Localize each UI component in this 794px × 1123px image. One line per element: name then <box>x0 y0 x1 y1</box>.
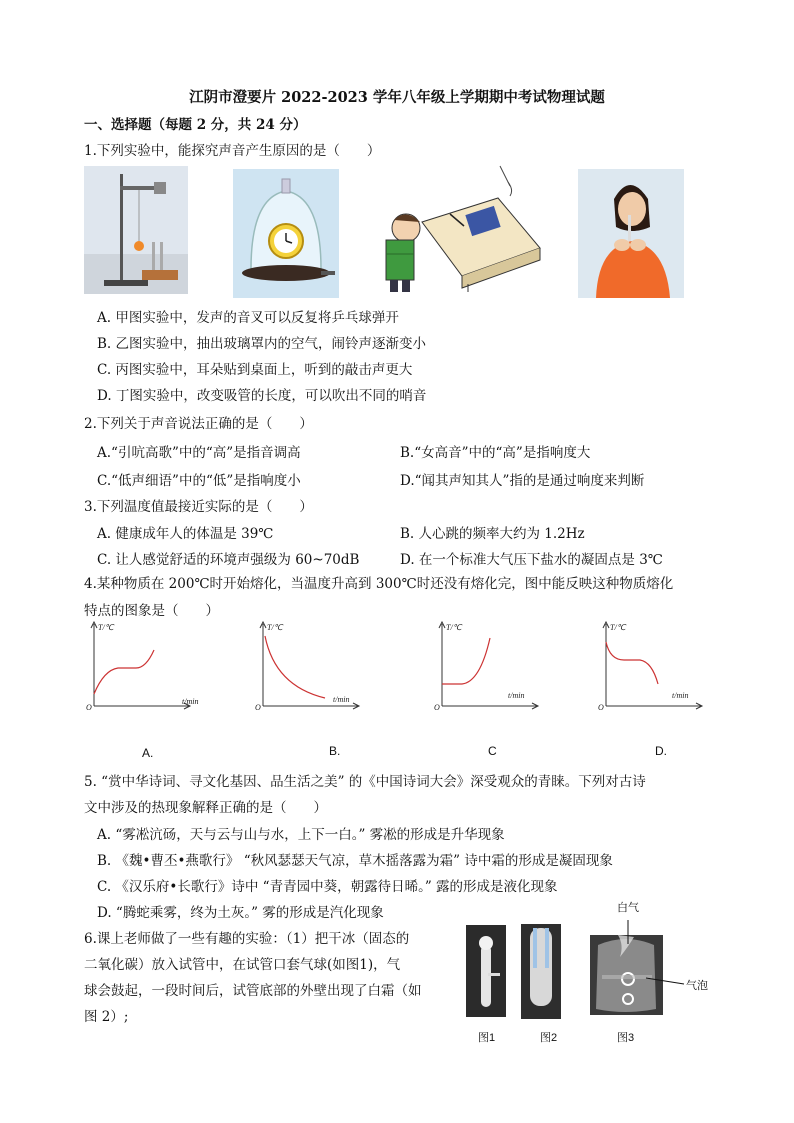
figure-2-caption: 图2 <box>540 1032 558 1044</box>
q2-option-c[interactable]: C.“低声细语”中的“低”是指响度小 <box>97 473 301 489</box>
q5-stem-line1: 5. “赏中华诗词、寻文化基因、品生活之美” 的《中国诗词大会》深受观众的青睐。下列对古诗 <box>84 774 646 790</box>
q2-stem: 2.下列关于声音说法正确的是（ ） <box>84 416 313 432</box>
q5-option-b[interactable]: B. 《魏•曹丕•燕歌行》 “秋风瑟瑟天气凉，草木摇落露为霜” 诗中霜的形成是凝固现象 <box>97 853 613 869</box>
q6-line2: 二氧化碳）放入试管中，在试管口套气球(如图1)，气 <box>84 957 401 973</box>
figure-1-photo <box>466 925 506 1017</box>
graph-d-x-label: t/min <box>672 691 689 700</box>
q1-option-d[interactable]: D. 丁图实验中，改变吸管的长度，可以吹出不同的哨音 <box>97 388 427 404</box>
graph-b <box>253 620 363 712</box>
q3-option-d[interactable]: D. 在一个标准大气压下盐水的凝固点是 3℃ <box>400 552 663 568</box>
q3-option-b[interactable]: B. 人心跳的频率大约为 1.2Hz <box>400 526 585 542</box>
graph-b-label[interactable]: B. <box>329 744 341 758</box>
figure-2-photo <box>521 924 561 1019</box>
graph-a <box>84 620 194 712</box>
annotation-white-gas: 白气 <box>617 902 639 914</box>
q5-stem-line2: 文中涉及的热现象解释正确的是（ ） <box>84 800 327 816</box>
q2-option-a[interactable]: A.“引吭高歌”中的“高”是指音调高 <box>97 445 301 461</box>
q6-line1: 6.课上老师做了一些有趣的实验：（1）把干冰（固态的 <box>84 931 410 947</box>
graph-c-y-label: T/℃ <box>446 623 462 632</box>
annotation-bubble: 气泡 <box>686 980 708 992</box>
section-heading: 一、选择题（每题 2 分，共 24 分） <box>84 117 307 133</box>
q1-option-b[interactable]: B. 乙图实验中，抽出玻璃罩内的空气，闹铃声逐渐变小 <box>97 336 427 352</box>
ear-on-table-illustration <box>380 164 542 294</box>
graph-a-origin: O <box>86 703 92 712</box>
q5-option-d[interactable]: D. “腾蛇乘雾，终为土灰。” 雾的形成是汽化现象 <box>97 905 384 921</box>
q4-stem-line2: 特点的图象是（ ） <box>84 603 219 619</box>
q5-option-c[interactable]: C. 《汉乐府•长歌行》诗中 “青青园中葵，朝露待日晞。” 露的形成是液化现象 <box>97 879 558 895</box>
q1-stem: 1.下列实验中，能探究声音产生原因的是（ ） <box>84 143 381 159</box>
q1-option-a[interactable]: A. 甲图实验中，发声的音叉可以反复将乒乓球弹开 <box>97 310 399 326</box>
q3-stem: 3.下列温度值最接近实际的是（ ） <box>84 499 313 515</box>
q6-line3: 球会鼓起，一段时间后，试管底部的外壁出现了白霜（如 <box>84 983 422 999</box>
graph-c-label[interactable]: C <box>488 744 497 758</box>
q4-stem-line1: 4.某种物质在 200℃时开始熔化，当温度升高到 300℃时还没有熔化完，图中能反映这种物质熔化 <box>84 576 674 592</box>
figure-1-caption: 图1 <box>478 1032 496 1044</box>
graph-c <box>432 620 542 712</box>
q1-option-c[interactable]: C. 丙图实验中，耳朵贴到桌面上，听到的敲击声更大 <box>97 362 413 378</box>
graph-d-y-label: T/℃ <box>610 623 626 632</box>
graph-d <box>596 620 706 712</box>
graph-b-y-label: T/℃ <box>267 623 283 632</box>
graph-a-x-label: t/min <box>182 697 199 706</box>
graph-a-label[interactable]: A. <box>142 746 154 760</box>
graph-b-origin: O <box>255 703 261 712</box>
bell-jar-photo <box>233 169 339 298</box>
q6-line4: 图 2）; <box>84 1009 129 1025</box>
page-title: 江阴市澄要片 2022-2023 学年八年级上学期期中考试物理试题 <box>189 89 605 106</box>
graph-c-x-label: t/min <box>508 691 525 700</box>
graph-d-label[interactable]: D. <box>655 744 667 758</box>
figure-3-caption: 图3 <box>617 1032 635 1044</box>
graph-c-origin: O <box>434 703 440 712</box>
q3-option-c[interactable]: C. 让人感觉舒适的环境声强级为 60~70dB <box>97 552 360 568</box>
q5-option-a[interactable]: A. “雾凇沆砀，天与云与山与水，上下一白。” 雾凇的形成是升华现象 <box>97 827 505 843</box>
graph-a-y-label: T/℃ <box>98 623 114 632</box>
graph-b-x-label: t/min <box>333 695 350 704</box>
q2-option-b[interactable]: B.“女高音”中的“高”是指响度大 <box>400 445 591 461</box>
straw-whistle-photo <box>578 169 684 298</box>
q2-option-d[interactable]: D.“闻其声知其人”指的是通过响度来判断 <box>400 473 645 489</box>
q3-option-a[interactable]: A. 健康成年人的体温是 39℃ <box>97 526 274 542</box>
graph-d-origin: O <box>598 703 604 712</box>
tuning-fork-photo <box>84 166 188 294</box>
